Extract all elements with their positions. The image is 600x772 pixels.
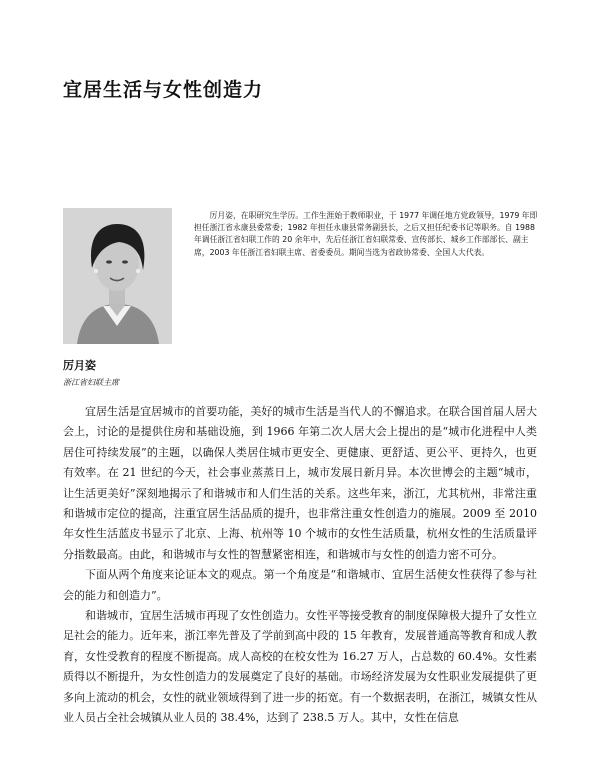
paragraph: 和谐城市，宜居生活城市再现了女性创造力。女性平等接受教育的制度保障极大提升了女性立足社会的能力。近年来，浙江率先普及了学前到高中段的 15 年教育，发展普通高等教育和成人教育，女性受教育的程度不断提高。成人高校的在校女性为 16.27 万人，占总数的 60.4%。女性素质得以不断提升，为女性创造力的发展奠定了良好的基础。市场经济发展为女性职业发展提供了更多向上流动的机会，女性的就业领域得到了进一步的拓宽。有一个数据表明，在浙江，城镇女性从业人员占全社会城镇从业人员的 38.4%，达到了 238.5 万人。其中，女性在信息 [63, 609, 537, 725]
article-body [63, 402, 537, 729]
author-name: 厉月姿 [63, 359, 96, 372]
author-photo [63, 208, 172, 344]
article-title: 宜居生活与女性创造力 [63, 79, 264, 101]
paragraph: 宜居生活是宜居城市的首要功能，美好的城市生活是当代人的不懈追求。在联合国首届人居大会上，讨论的是提供住房和基础设施，到 1966 年第二次人居大会上提出的是“城市化进程中人类居住可持续发展”的主题，以确保人类居住城市更安全、更健康、更舒适、更公平、更持久，也更有效率。在 21 世纪的今天，社会事业蒸蒸日上，城市发展日新月异。本次世博会的主题“城市，让生活更美好”深刻地揭示了和谐城市和人们生活的关系。这些年来，浙江，尤其杭州，非常注重和谐城市定位的提高，注重宜居生活品质的提升，也非常注重女性创造力的施展。2009 至 2010 年女性生活蓝皮书显示了北京、上海、杭州等 10 个城市的女性生活质量，杭州女性的生活质量评分指数最高。由此，和谐城市与女性的智慧紧密相连，和谐城市与女性的创造力密不可分。 [63, 405, 537, 561]
portrait-illustration [63, 208, 172, 344]
author-position: 浙江省妇联主席 [63, 378, 119, 387]
paragraph: 下面从两个角度来论证本文的观点。第一个角度是“和谐城市、宜居生活使女性获得了参与社会的能力和创造力”。 [63, 568, 537, 602]
author-bio: 厉月姿，在职研究生学历。工作生涯始于教师职业，于 1977 年调任地方党政领导，1979 年即担任浙江省永康县委常委；1982 年担任永康县常务副县长，之后又担任纪委书记等职务。自 1988 年调任浙江省妇联工作的 20 余年中，先后任浙江省妇联常委、宣传部长、城乡工作部部长、副主席，2003 年任浙江省妇联主席、省委委员。期间当选为省政协常委、全国人大代表。 [194, 211, 538, 257]
